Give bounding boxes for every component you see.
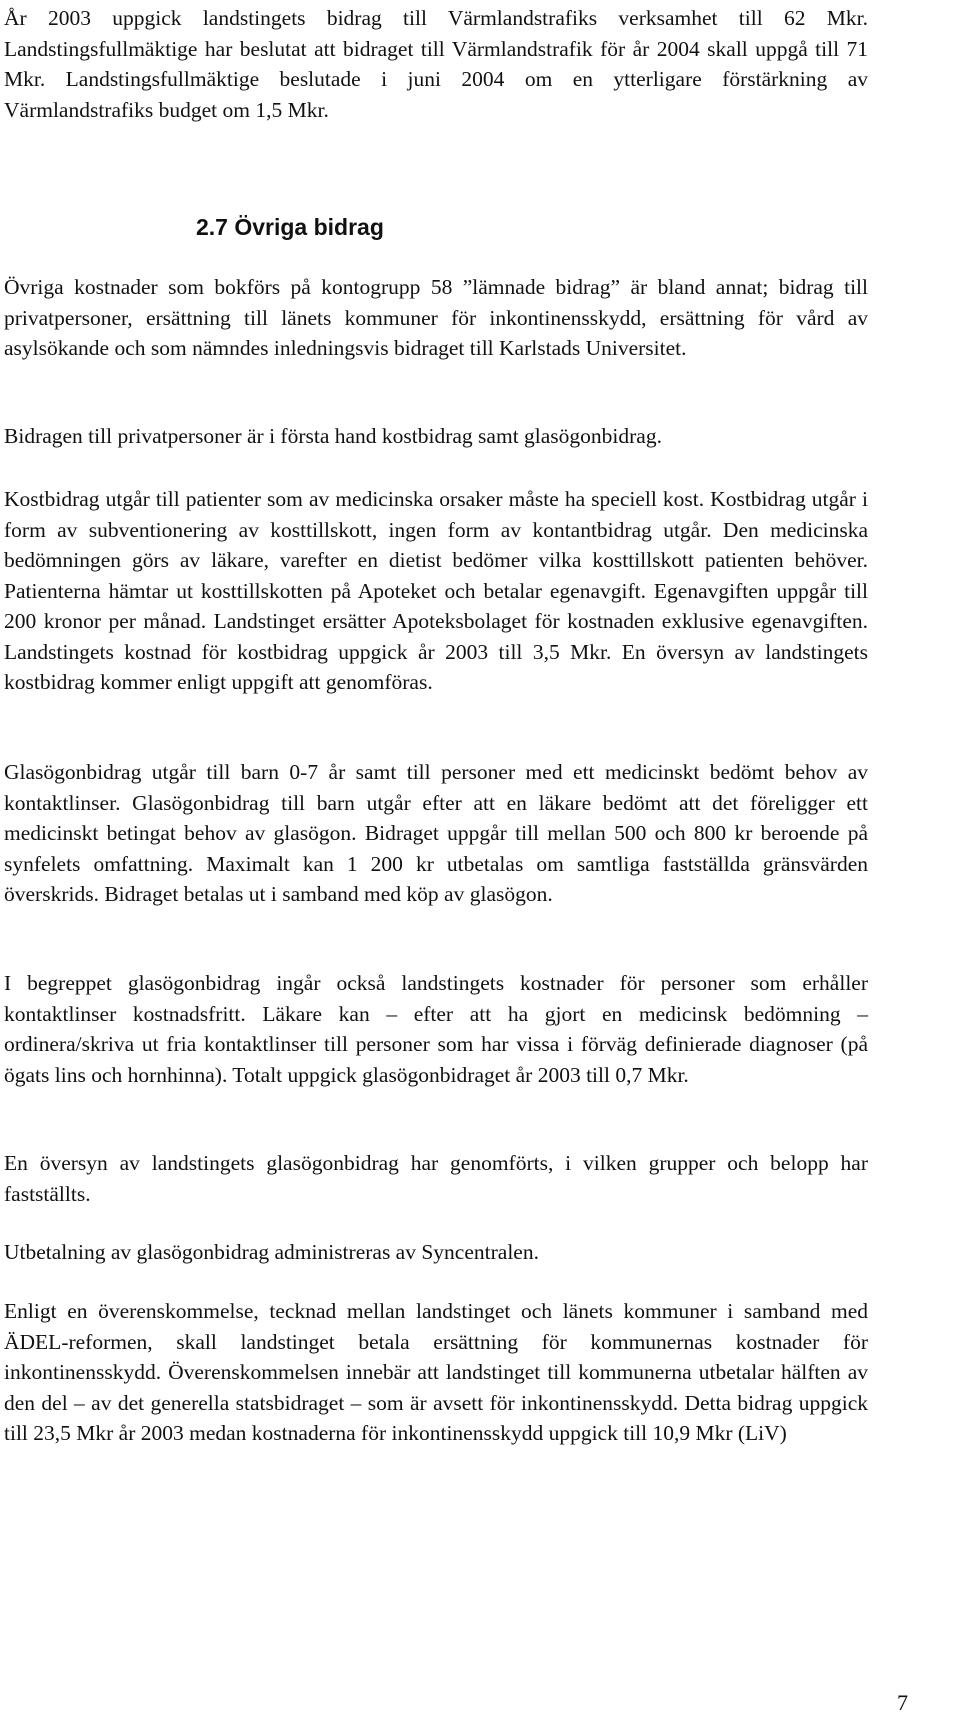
section-heading: 2.7 Övriga bidrag [196, 214, 384, 240]
paragraph-utbetalning: Utbetalning av glasögonbidrag administreras av Syncentralen. [4, 1240, 539, 1264]
paragraph-kostbidrag: Kostbidrag utgår till patienter som av medicinska orsaker måste ha speciell kost. Kostbidrag utgår i form av subventionering av kosttillskott, ingen form av kontantbidrag utgår. Den medicinska bedömningen görs av läkare, varefter en dietist bedömer vilka kosttillskott patienten behöver. Patienterna hämtar ut kosttillskotten på Apoteket och betalar egenavgift. Egenavgiften uppgår till 200 kronor per månad. Landstinget ersätter Apoteksbolaget för kostnaden exklusive egenavgiften. Landstingets kostnad för kostbidrag uppgick år 2003 till 3,5 Mkr. En översyn av landstingets kostbidrag kommer enligt uppgift att genomföras. [4, 487, 868, 694]
paragraph-overenskommelse: Enligt en överenskommelse, tecknad mellan landstinget och länets kommuner i samband med ÄDEL-reformen, skall landstinget betala ersättning för kommunernas kostnader för inkontinensskydd. Överenskommelsen innebär att landstinget till kommunerna utbetalar hälften av den del – av det generella statsbidraget – som är avsett för inkontinensskydd. Detta bidrag uppgick till 23,5 Mkr år 2003 medan kostnaderna för inkontinensskydd uppgick till 10,9 Mkr (LiV) [4, 1299, 868, 1445]
paragraph-glasogonbidrag: Glasögonbidrag utgår till barn 0-7 år samt till personer med ett medicinskt bedömt behov av kontaktlinser. Glasögonbidrag till barn utgår efter att en läkare bedömt att det föreligger ett medicinskt betingat behov av glasögon. Bidraget uppgår till mellan 500 och 800 kr beroende på synfelets omfattning. Maximalt kan 1 200 kr utbetalas om samtliga fastställda gränsvärden överskrids. Bidraget betalas ut i samband med köp av glasögon. [4, 760, 868, 906]
paragraph-kontaktlinser: I begreppet glasögonbidrag ingår också landstingets kostnader för personer som erhåller kontaktlinser kostnadsfritt. Läkare kan – efter att ha gjort en medicinsk bedömning – ordinera/skriva ut fria kontaktlinser till personer som har vissa i förväg definierade diagnoser (på ögats lins och hornhinna). Totalt uppgick glasögonbidraget år 2003 till 0,7 Mkr. [4, 971, 868, 1087]
paragraph-oversyn: En översyn av landstingets glasögonbidrag har genomförts, i vilken grupper och belopp har fastställts. [4, 1151, 868, 1206]
page-number: 7 [897, 1690, 908, 1715]
paragraph-ovriga-kostnader: Övriga kostnader som bokförs på kontogrupp 58 ”lämnade bidrag” är bland annat; bidrag till privatpersoner, ersättning till länets kommuner för inkontinensskydd, ersättning för vård av asylsökande och som nämndes inledningsvis bidraget till Karlstads Universitet. [4, 275, 868, 360]
intro-paragraph: År 2003 uppgick landstingets bidrag till Värmlandstrafiks verksamhet till 62 Mkr. Landstingsfullmäktige har beslutat att bidraget till Värmlandstrafik för år 2004 skall uppgå till 71 Mkr. Landstingsfullmäktige beslutade i juni 2004 om en ytterligare förstärkning av Värmlandstrafiks budget om 1,5 Mkr. [4, 6, 868, 122]
paragraph-bidragen: Bidragen till privatpersoner är i första hand kostbidrag samt glasögonbidrag. [4, 424, 662, 448]
